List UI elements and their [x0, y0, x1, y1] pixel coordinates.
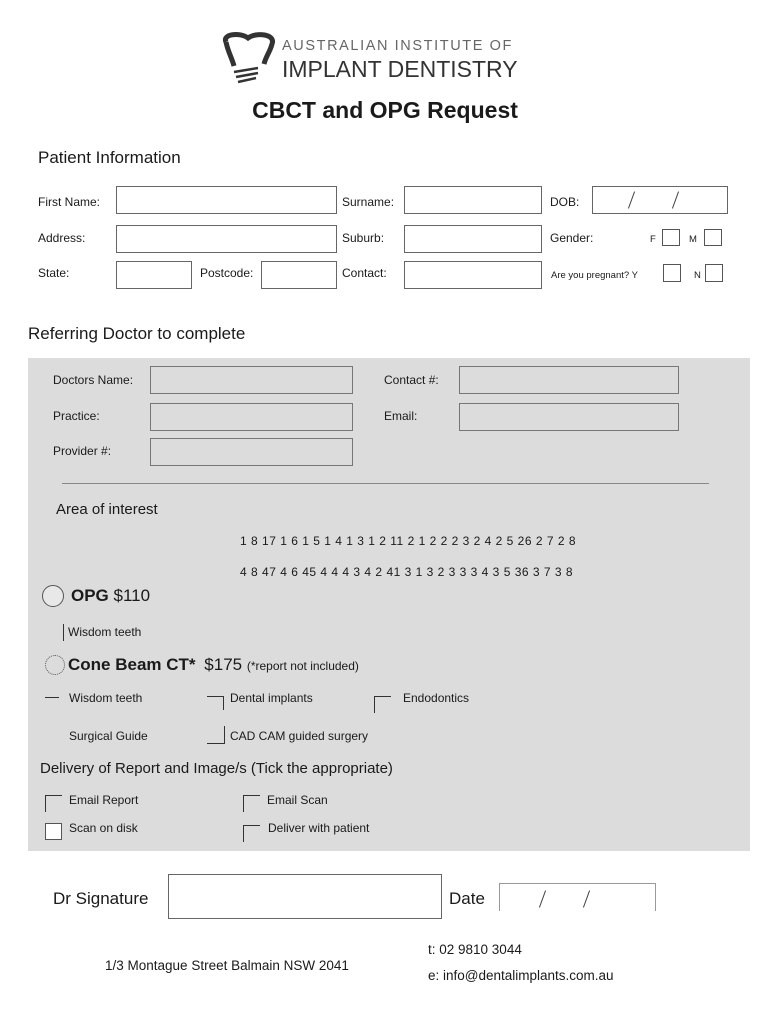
first-name-label: First Name:: [38, 195, 101, 209]
email-report-checkbox[interactable]: [45, 795, 62, 812]
opg-price: $110: [113, 586, 151, 605]
deliver-patient-label: Deliver with patient: [268, 821, 370, 835]
footer-email: e: info@dentalimplants.com.au: [428, 968, 614, 983]
pregnant-y-checkbox[interactable]: [663, 264, 681, 282]
footer-address: 1/3 Montague Street Balmain NSW 2041: [105, 958, 349, 973]
opg-radio[interactable]: [42, 585, 64, 607]
practice-label: Practice:: [53, 409, 100, 423]
date-label: Date: [449, 889, 485, 908]
footer-phone: t: 02 9810 3044: [428, 942, 522, 957]
dob-field[interactable]: [592, 186, 728, 214]
doctor-email-field[interactable]: [459, 403, 679, 431]
suburb-label: Suburb:: [342, 231, 385, 245]
tooth-logo-icon: [218, 30, 280, 88]
suburb-field[interactable]: [404, 225, 542, 253]
doctor-contact-label: Contact #:: [384, 373, 439, 387]
address-field[interactable]: [116, 225, 337, 253]
cbct-wisdom-label: Wisdom teeth: [69, 691, 143, 705]
signature-field[interactable]: [168, 874, 442, 919]
area-heading: Area of interest: [56, 501, 158, 518]
surname-field[interactable]: [404, 186, 542, 214]
cbct-label-ct: CT*: [166, 655, 196, 674]
doctor-email-label: Email:: [384, 409, 418, 423]
pregnant-n-label: N: [694, 270, 701, 281]
cbct-endo-label: Endodontics: [403, 691, 470, 705]
signature-label: Dr Signature: [53, 889, 149, 908]
cbct-endo-checkbox[interactable]: [374, 696, 391, 713]
doctor-name-field[interactable]: [150, 366, 353, 394]
cbct-guide-label: Surgical Guide: [69, 729, 148, 743]
date-field[interactable]: [499, 883, 656, 911]
cbct-cadcam-label: CAD CAM guided surgery: [230, 729, 369, 743]
dob-label: DOB:: [550, 195, 580, 209]
contact-field[interactable]: [404, 261, 542, 289]
provider-field[interactable]: [150, 438, 353, 466]
gender-label: Gender:: [550, 231, 594, 245]
page-title: CBCT and OPG Request: [252, 97, 518, 123]
doctor-heading: Referring Doctor to complete: [28, 324, 246, 343]
gender-f-checkbox[interactable]: [662, 229, 680, 246]
state-label: State:: [38, 266, 70, 280]
cbct-price: $175: [204, 655, 243, 674]
email-scan-label: Email Scan: [267, 793, 328, 807]
logo-line1: AUSTRALIAN INSTITUTE OF: [282, 38, 513, 54]
contact-label: Contact:: [342, 266, 387, 280]
first-name-field[interactable]: [116, 186, 337, 214]
delivery-heading: Delivery of Report and Image/s (Tick the appropriate): [40, 760, 393, 777]
teeth-upper-row[interactable]: 1 8 17 1 6 1 5 1 4 1 3 1 2 11 2 1 2 2 2 3 2 4 2 5 26 2 7 2 8: [240, 534, 577, 548]
cbct-implants-label: Dental implants: [230, 691, 313, 705]
email-report-label: Email Report: [69, 793, 139, 807]
cbct-label-group: [68, 655, 359, 675]
opg-label-group: [71, 586, 150, 606]
opg-wisdom-label: Wisdom teeth: [68, 625, 142, 639]
practice-field[interactable]: [150, 403, 353, 431]
patient-heading: Patient Information: [38, 148, 181, 167]
opg-wisdom-checkbox[interactable]: [63, 624, 64, 641]
deliver-patient-checkbox[interactable]: [243, 825, 260, 842]
doctor-contact-field[interactable]: [459, 366, 679, 394]
state-field[interactable]: [116, 261, 192, 289]
opg-label: OPG: [71, 586, 109, 605]
provider-label: Provider #:: [53, 444, 112, 458]
logo-line2: IMPLANT DENTISTRY: [282, 56, 518, 82]
section-divider: [62, 483, 709, 484]
cbct-note: (*report not included): [246, 659, 359, 673]
logo: [218, 30, 548, 88]
postcode-label: Postcode:: [200, 266, 254, 280]
postcode-field[interactable]: [261, 261, 337, 289]
cbct-radio[interactable]: [45, 655, 65, 675]
scan-disk-checkbox[interactable]: [45, 823, 62, 840]
cbct-implants-checkbox[interactable]: [207, 696, 224, 710]
cbct-cadcam-checkbox[interactable]: [207, 726, 225, 744]
scan-disk-label: Scan on disk: [69, 821, 138, 835]
pregnant-n-checkbox[interactable]: [705, 264, 723, 282]
gender-f-label: F: [650, 234, 656, 245]
cbct-wisdom-checkbox[interactable]: [45, 697, 59, 698]
teeth-lower-row[interactable]: 4 8 47 4 6 45 4 4 4 3 4 2 41 3 1 3 2 3 3 3 4 3 5 36 3 7 3 8: [240, 565, 574, 579]
cbct-label: Cone Beam: [68, 655, 162, 674]
email-scan-checkbox[interactable]: [243, 795, 260, 812]
address-label: Address:: [38, 231, 86, 245]
surname-label: Surname:: [342, 195, 395, 209]
gender-m-checkbox[interactable]: [704, 229, 722, 246]
gender-m-label: M: [689, 234, 697, 245]
pregnant-label: Are you pregnant? Y: [551, 270, 638, 281]
doctor-name-label: Doctors Name:: [53, 373, 134, 387]
